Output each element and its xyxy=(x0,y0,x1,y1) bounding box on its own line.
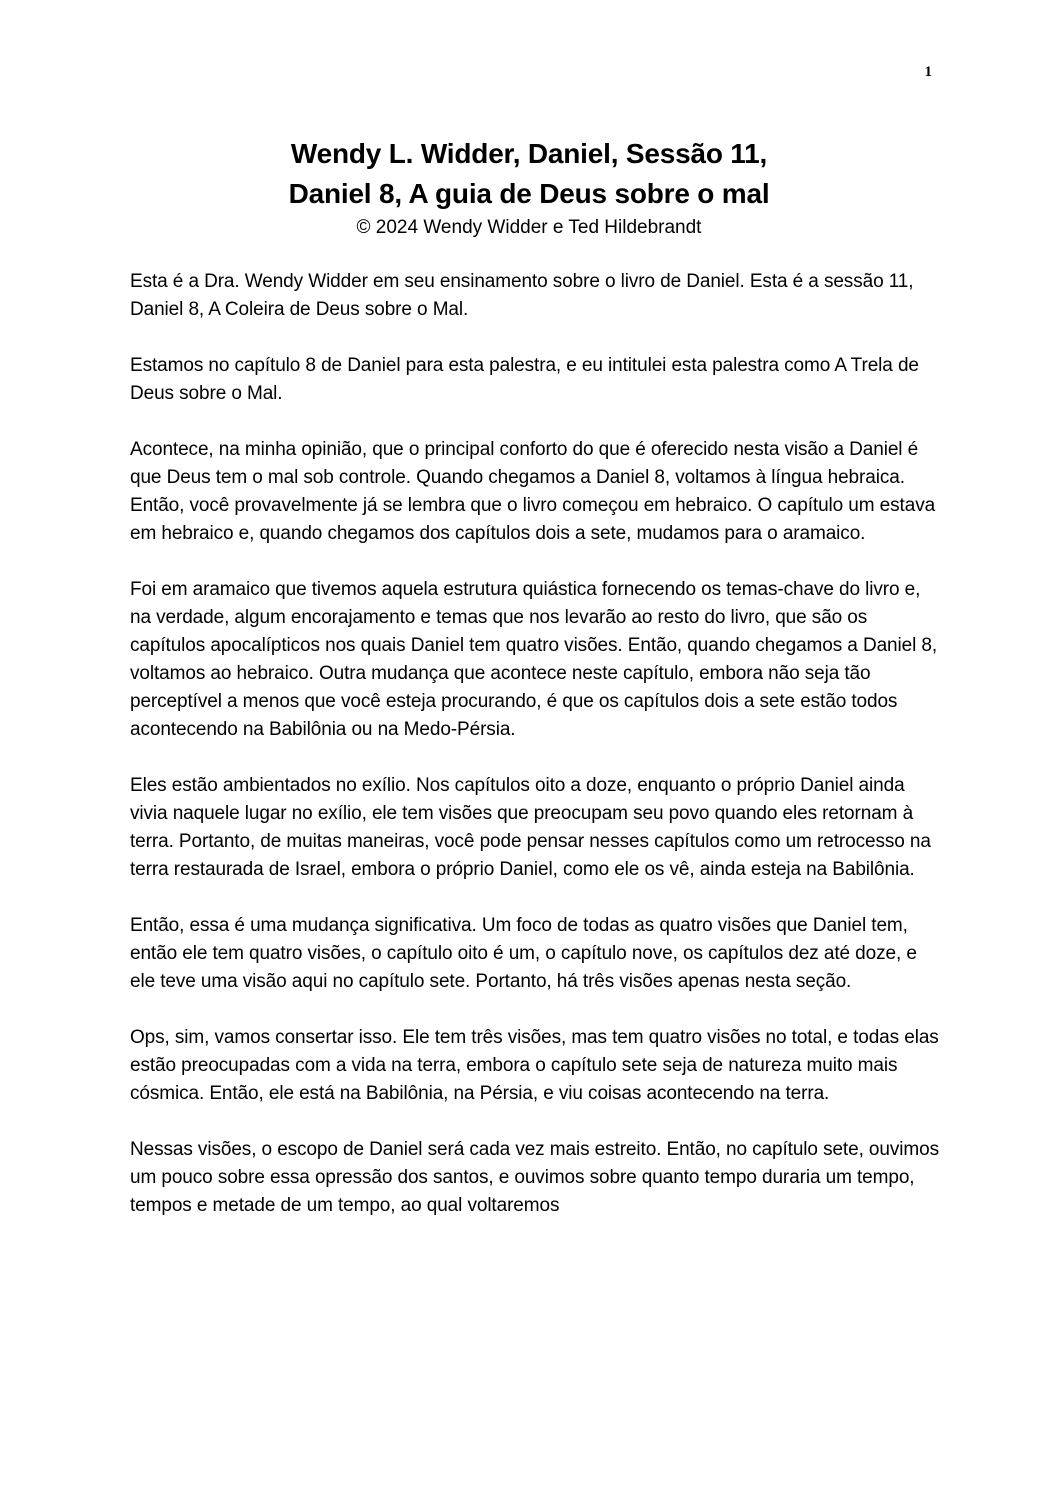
paragraph-4: Foi em aramaico que tivemos aquela estrutura quiástica fornecendo os temas-chave do livro e, na verdade, algum encorajamento e temas que nos levarão ao resto do livro, que são os capítulos apocalípticos nos quais Daniel tem quatro visões. Então, quando chegamos a Daniel 8, voltamos ao hebraico. Outra mudança que acontece neste capítulo, embora não seja tão perceptível a menos que você esteja procurando, é que os capítulos dois a sete estão todos acontecendo na Babilônia ou na Medo-Pérsia. xyxy=(130,579,938,740)
paragraph-7: Ops, sim, vamos consertar isso. Ele tem três visões, mas tem quatro visões no total, e todas elas estão preocupadas com a vida na terra, embora o capítulo sete seja de natureza muito mais cósmica. Então, ele está na Babilônia, na Pérsia, e viu coisas acontecendo na terra. xyxy=(130,1027,939,1104)
document-title-line-1: Wendy L. Widder, Daniel, Sessão 11, xyxy=(290,138,768,169)
paragraph-5: Eles estão ambientados no exílio. Nos capítulos oito a doze, enquanto o próprio Daniel ainda vivia naquele lugar no exílio, ele tem visões que preocupam seu povo quando eles retornam à terra. Portanto, de muitas maneiras, você pode pensar nesses capítulos como um retrocesso na terra restaurada de Israel, embora o próprio Daniel, como ele os vê, ainda esteja na Babilônia. xyxy=(130,775,931,880)
title-block xyxy=(0,134,1058,242)
paragraph-3: Acontece, na minha opinião, que o principal conforto do que é oferecido nesta visão a Daniel é que Deus tem o mal sob controle. Quando chegamos a Daniel 8, voltamos à língua hebraica. Então, você provavelmente já se lembra que o livro começou em hebraico. O capítulo um estava em hebraico e, quando chegamos dos capítulos dois a sete, mudamos para o aramaico. xyxy=(130,439,936,544)
page-number: 1 xyxy=(924,64,932,80)
paragraph-6: Então, essa é uma mudança significativa. Um foco de todas as quatro visões que Daniel tem, então ele tem quatro visões, o capítulo oito é um, o capítulo nove, os capítulos dez até doze, e ele teve uma visão aqui no capítulo sete. Portanto, há três visões apenas nesta seção. xyxy=(130,915,917,992)
document-title-line-2: Daniel 8, A guia de Deus sobre o mal xyxy=(288,178,770,209)
paragraph-8: Nessas visões, o escopo de Daniel será cada vez mais estreito. Então, no capítulo sete, ouvimos um pouco sobre essa opressão dos santos, e ouvimos sobre quanto tempo duraria um tempo, tempos e metade de um tempo, ao qual voltaremos xyxy=(130,1139,939,1216)
body-text xyxy=(130,268,940,1248)
copyright-line: © 2024 Wendy Widder e Ted Hildebrandt xyxy=(356,217,702,238)
paragraph-2: Estamos no capítulo 8 de Daniel para esta palestra, e eu intitulei esta palestra como A Trela de Deus sobre o Mal. xyxy=(130,355,919,404)
paragraph-1: Esta é a Dra. Wendy Widder em seu ensinamento sobre o livro de Daniel. Esta é a sessão 11, Daniel 8, A Coleira de Deus sobre o Mal. xyxy=(130,271,914,320)
